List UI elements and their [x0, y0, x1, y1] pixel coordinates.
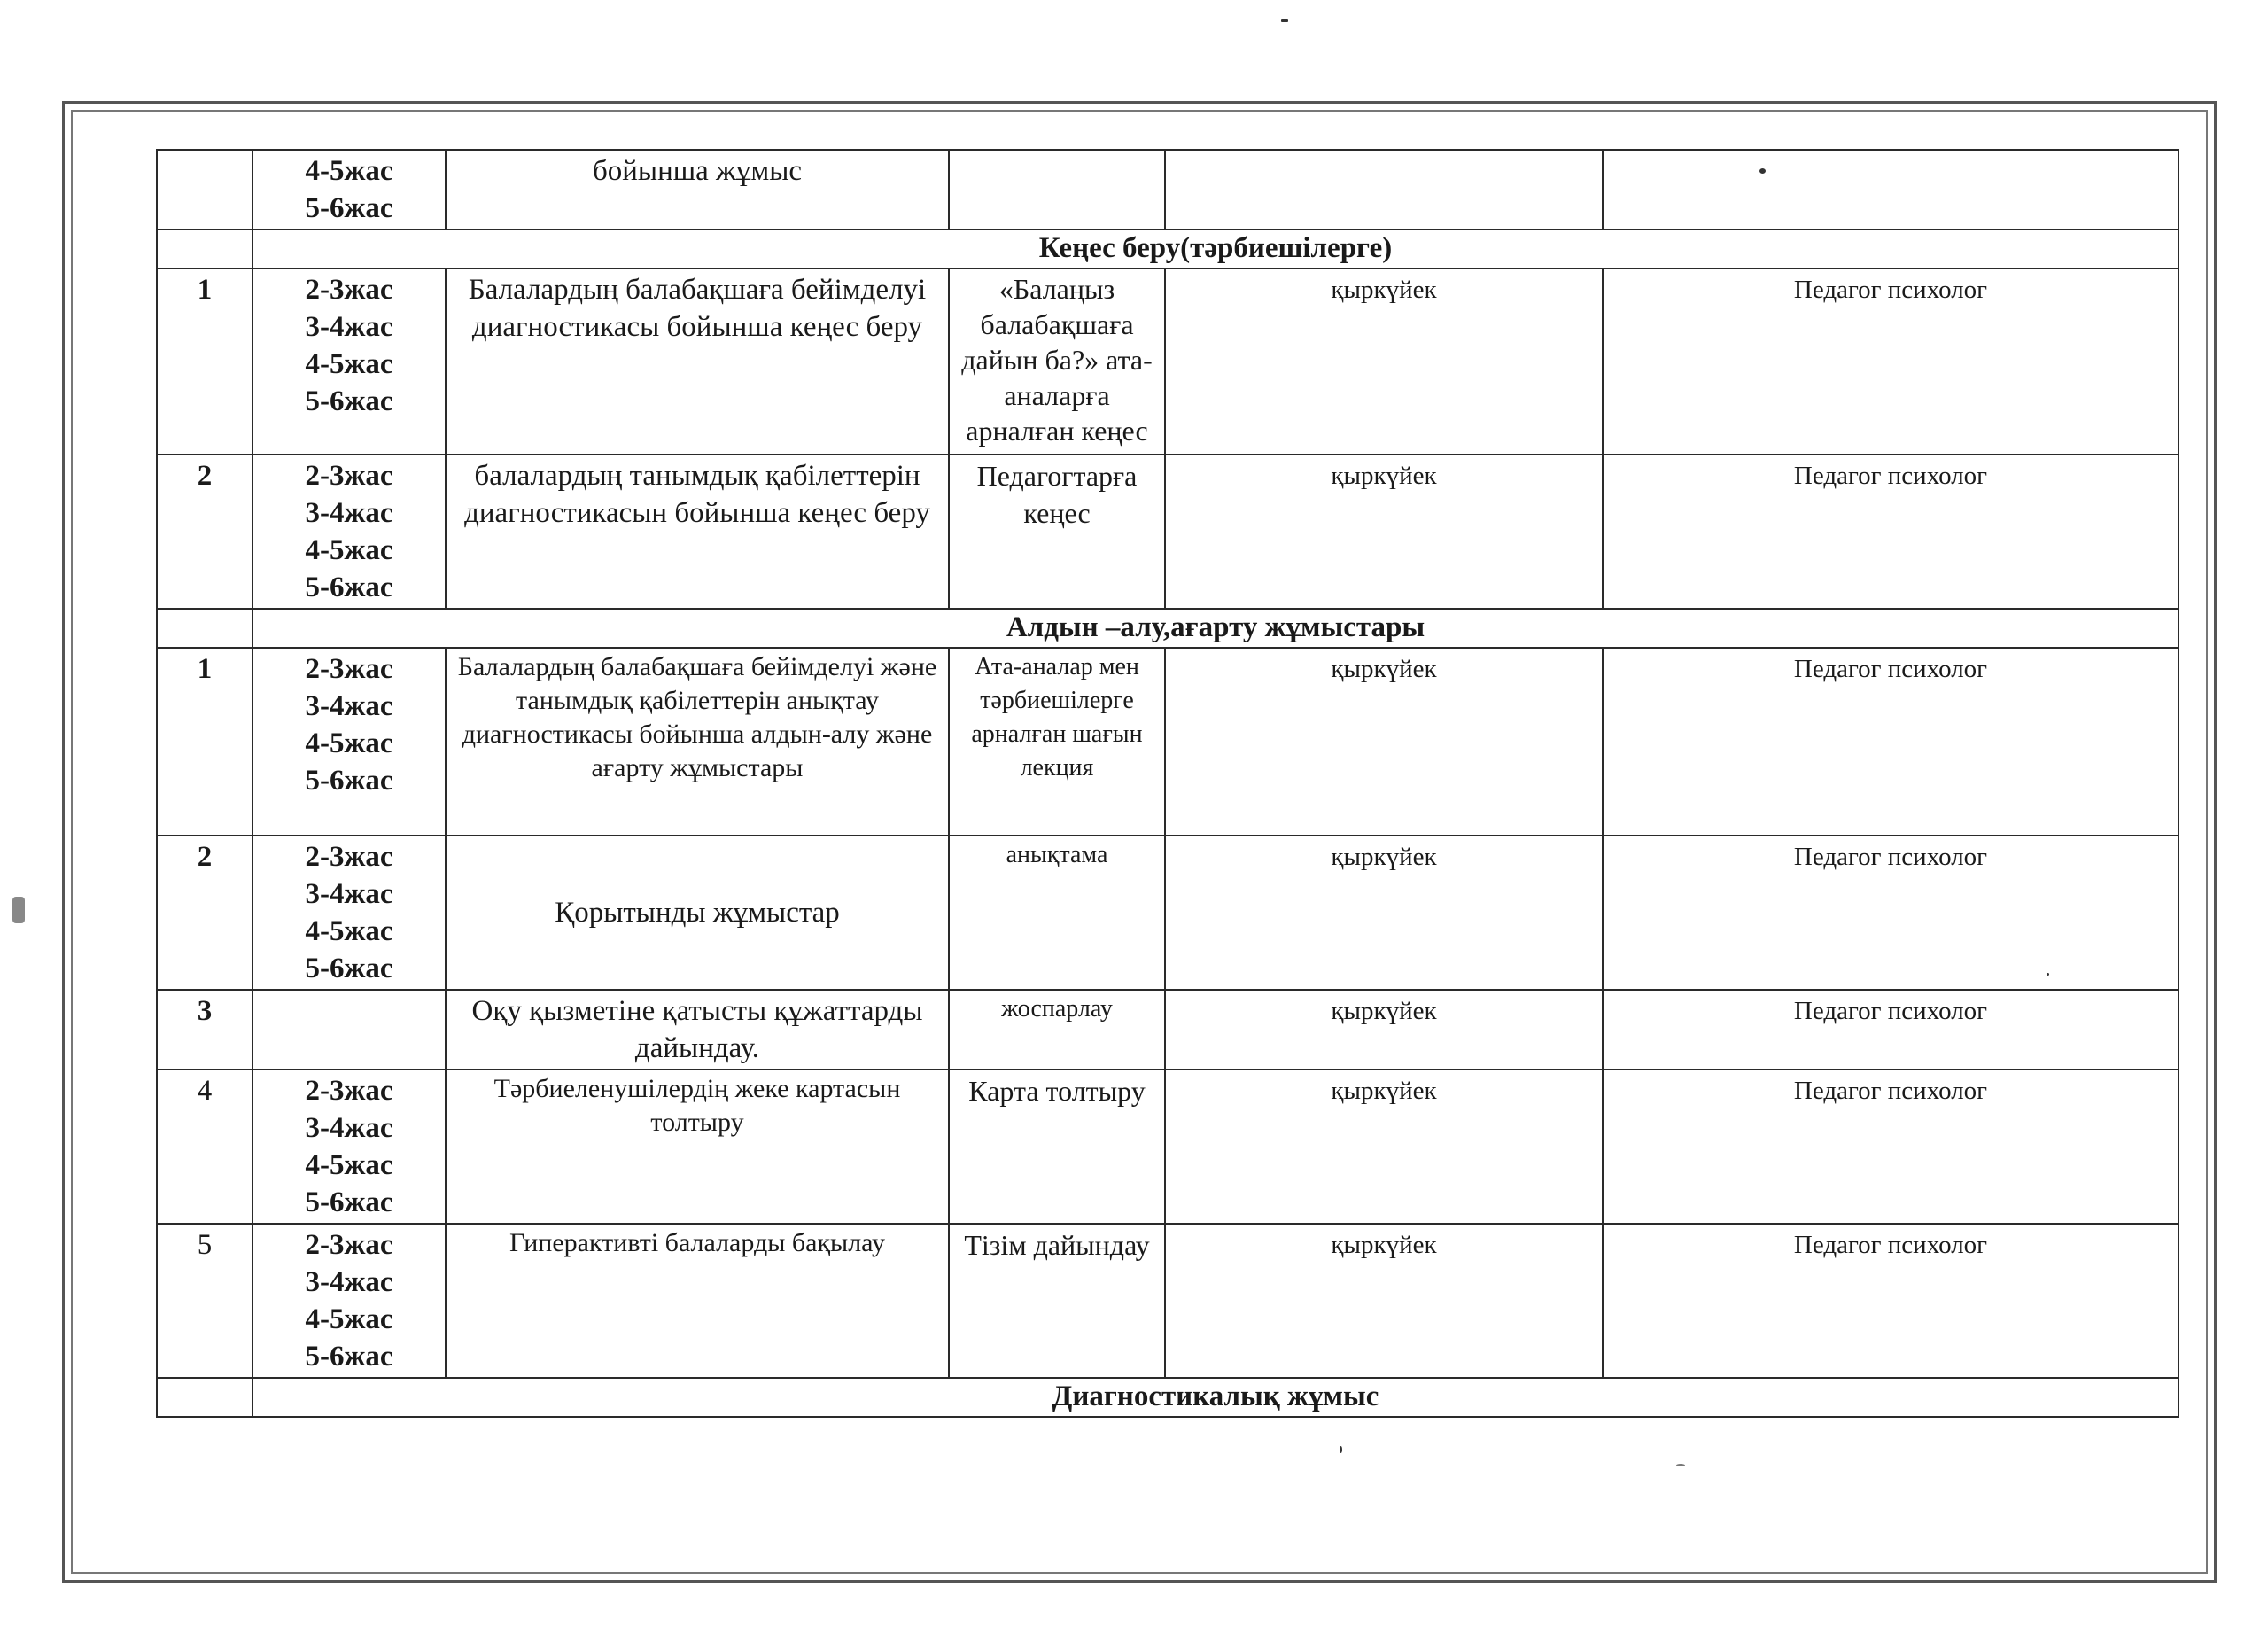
scan-speck — [1340, 1446, 1342, 1453]
section-header — [157, 229, 2179, 268]
age-group: 5-6жас — [305, 1341, 393, 1373]
form-cell: Педагогтарға кеңес — [949, 455, 1165, 609]
age-group: 5-6жас — [305, 192, 393, 224]
responsible-cell: Педагог психолог — [1603, 836, 2179, 990]
topic-cell: Оқу қызметіне қатысты құжаттарды дайындау. — [446, 990, 949, 1070]
scan-speck — [1759, 168, 1766, 174]
table-row — [157, 1224, 2179, 1378]
form-cell: анықтама — [949, 836, 1165, 990]
age-group: 2-3жас — [305, 653, 393, 685]
row-number: 3 — [157, 990, 252, 1070]
section-title: Алдын –алу,ағарту жұмыстары — [252, 609, 2179, 648]
age-group: 2-3жас — [305, 274, 393, 306]
row-number: 1 — [157, 268, 252, 455]
time-cell: қыркүйек — [1165, 836, 1603, 990]
table-row — [157, 150, 2179, 229]
row-number: 2 — [157, 455, 252, 609]
table-row — [157, 648, 2179, 836]
time-cell: қыркүйек — [1165, 990, 1603, 1070]
row-number: 2 — [157, 836, 252, 990]
time-cell: қыркүйек — [1165, 1070, 1603, 1224]
age-group: 5-6жас — [305, 1186, 393, 1218]
age-group: 5-6жас — [305, 953, 393, 984]
row-number: 1 — [157, 648, 252, 836]
age-group: 4-5жас — [305, 348, 393, 380]
responsible-cell: Педагог психолог — [1603, 455, 2179, 609]
age-group: 5-6жас — [305, 385, 393, 417]
age-groups — [252, 1070, 446, 1224]
age-group: 2-3жас — [305, 1229, 393, 1261]
age-group: 3-4жас — [305, 1266, 393, 1298]
topic-cell: Тәрбиеленушілердің жеке картасын толтыру — [446, 1070, 949, 1224]
age-groups — [252, 648, 446, 836]
form-cell: Ата-аналар мен тәрбиешілерге арналған шағын лекция — [949, 648, 1165, 836]
table-row — [157, 455, 2179, 609]
age-group: 4-5жас — [305, 915, 393, 947]
section-header — [157, 609, 2179, 648]
age-group: 5-6жас — [305, 765, 393, 797]
age-group: 4-5жас — [305, 155, 393, 187]
age-group: 4-5жас — [305, 727, 393, 759]
topic-cell: бойынша жұмыс — [446, 150, 949, 229]
form-cell: Карта толтыру — [949, 1070, 1165, 1224]
work-plan-table — [156, 149, 2179, 1418]
topic-cell — [446, 836, 949, 990]
age-groups — [252, 455, 446, 609]
row-number: 5 — [157, 1224, 252, 1378]
age-group: 3-4жас — [305, 1112, 393, 1144]
topic-cell: Балалардың балабақшаға бейімделуі диагностикасы бойынша кеңес беру — [446, 268, 949, 455]
section-header — [157, 1378, 2179, 1417]
topic-text: Қорытынды жұмыстар — [555, 897, 840, 929]
time-cell: қыркүйек — [1165, 648, 1603, 836]
age-group: 2-3жас — [305, 841, 393, 873]
age-group: 5-6жас — [305, 572, 393, 603]
section-number-cell — [157, 609, 252, 648]
time-cell: қыркүйек — [1165, 455, 1603, 609]
table-row — [157, 268, 2179, 455]
form-cell: Тізім дайындау — [949, 1224, 1165, 1378]
topic-cell: балалардың танымдық қабілеттерін диагностикасын бойынша кеңес беру — [446, 455, 949, 609]
scan-speck — [1676, 1464, 1685, 1466]
table-row — [157, 836, 2179, 990]
topic-cell: Гиперактивті балаларды бақылау — [446, 1224, 949, 1378]
section-number-cell — [157, 229, 252, 268]
age-groups — [252, 1224, 446, 1378]
age-group: 3-4жас — [305, 497, 393, 529]
time-cell: қыркүйек — [1165, 268, 1603, 455]
age-group: 4-5жас — [305, 1303, 393, 1335]
age-group: 3-4жас — [305, 878, 393, 910]
section-title: Диагностикалық жұмыс — [252, 1378, 2179, 1417]
age-group: 2-3жас — [305, 1075, 393, 1107]
responsible-cell: Педагог психолог — [1603, 990, 2179, 1070]
time-cell: қыркүйек — [1165, 1224, 1603, 1378]
form-cell: «Балаңыз балабақшаға дайын ба?» ата-аналарға арналған кеңес — [949, 268, 1165, 455]
responsible-cell — [1603, 150, 2179, 229]
form-cell: жоспарлау — [949, 990, 1165, 1070]
table-row — [157, 990, 2179, 1070]
time-cell — [1165, 150, 1603, 229]
table-row — [157, 1070, 2179, 1224]
form-cell — [949, 150, 1165, 229]
age-groups — [252, 268, 446, 455]
age-group: 3-4жас — [305, 311, 393, 343]
topic-cell: Балалардың балабақшаға бейімделуі және танымдық қабілеттерін анықтау диагностикасы бойынша алдын-алу және ағарту жұмыстары — [446, 648, 949, 836]
age-group: 4-5жас — [305, 1149, 393, 1181]
scan-speck — [12, 897, 25, 923]
age-groups — [252, 836, 446, 990]
responsible-cell: Педагог психолог — [1603, 1070, 2179, 1224]
scan-speck — [1281, 19, 1288, 22]
responsible-cell: Педагог психолог — [1603, 648, 2179, 836]
row-number — [157, 150, 252, 229]
age-groups — [252, 990, 446, 1070]
responsible-cell: Педагог психолог — [1603, 268, 2179, 455]
age-group: 2-3жас — [305, 460, 393, 492]
responsible-cell: Педагог психолог — [1603, 1224, 2179, 1378]
row-number: 4 — [157, 1070, 252, 1224]
age-groups — [252, 150, 446, 229]
scan-speck — [2047, 973, 2049, 976]
section-title: Кеңес беру(тәрбиешілерге) — [252, 229, 2179, 268]
section-number-cell — [157, 1378, 252, 1417]
age-group: 3-4жас — [305, 690, 393, 722]
age-group: 4-5жас — [305, 534, 393, 566]
